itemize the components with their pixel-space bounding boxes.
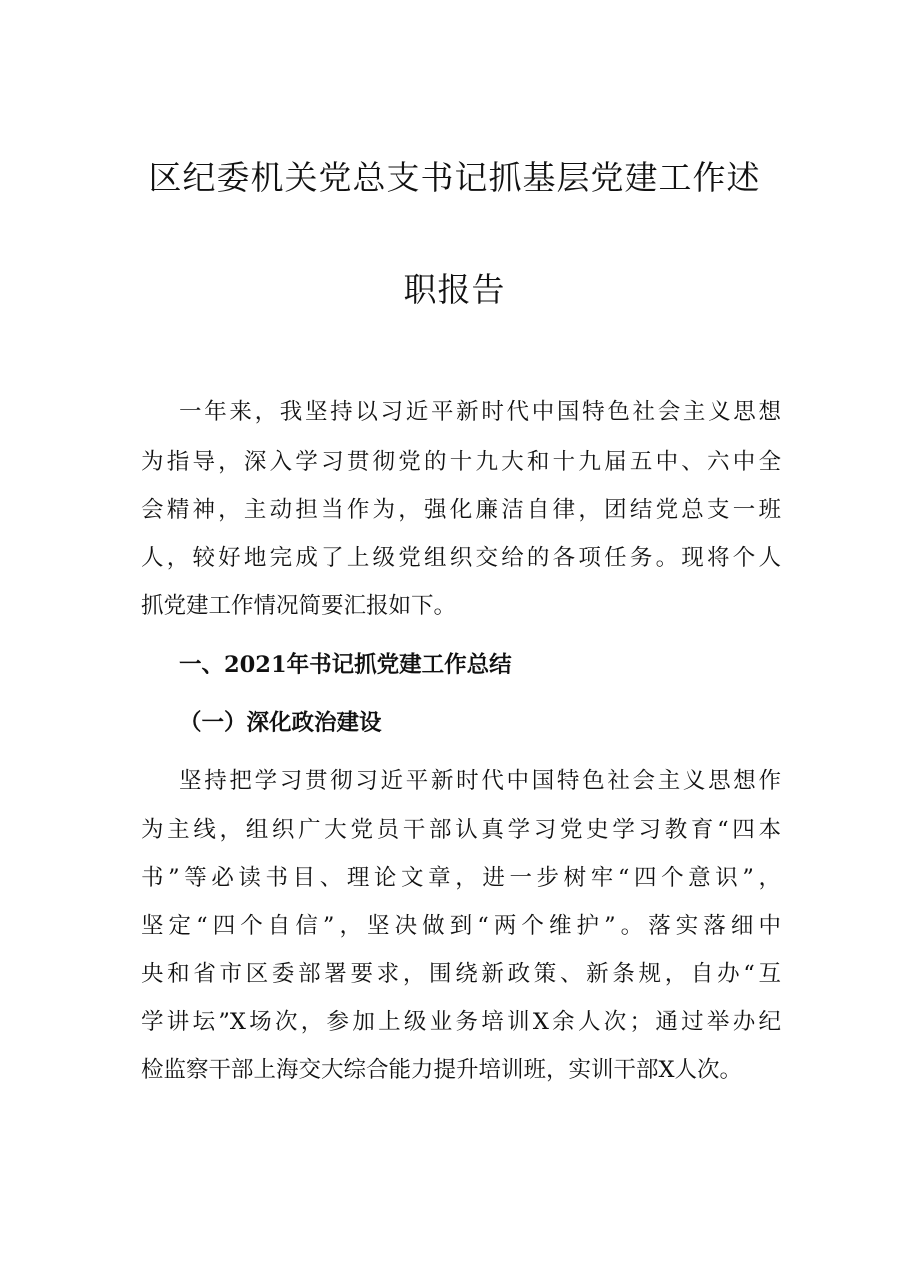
intro-paragraph-line-2: 为指导，深入学习贯彻党的十九大和十九届五中、六中全 (141, 449, 781, 475)
body-paragraph-line-4: 坚定“四个自信”，坚决做到“两个维护”。落实落细中 (141, 913, 781, 939)
body-paragraph-line-5: 央和省市区委部署要求，围绕新政策、新条规，自办“互 (141, 961, 781, 987)
intro-paragraph-line-5: 抓党建工作情况简要汇报如下。 (141, 593, 457, 619)
intro-paragraph-line-4: 人，较好地完成了上级党组织交给的各项任务。现将个人 (141, 545, 781, 571)
intro-paragraph-line-3: 会精神，主动担当作为，强化廉洁自律，团结党总支一班 (141, 497, 781, 523)
intro-paragraph-line-1: 一年来，我坚持以习近平新时代中国特色社会主义思想 (179, 399, 781, 425)
subsection-heading-1: （一）深化政治建设 (179, 710, 382, 736)
section-heading-1: 一、2021年书记抓党建工作总结 (179, 652, 512, 678)
document-title-line-1: 区纪委机关党总支书记抓基层党建工作述 (148, 158, 761, 197)
body-paragraph-line-3: 书”等必读书目、理论文章，进一步树牢“四个意识”， (141, 865, 781, 891)
document-title-line-2: 职报告 (403, 270, 506, 309)
body-paragraph-line-2: 为主线，组织广大党员干部认真学习党史学习教育“四本 (141, 817, 781, 843)
body-paragraph-line-6: 学讲坛”X场次，参加上级业务培训X余人次；通过举办纪 (141, 1009, 781, 1035)
body-paragraph-line-1: 坚持把学习贯彻习近平新时代中国特色社会主义思想作 (179, 768, 781, 794)
body-paragraph-line-7: 检监察干部上海交大综合能力提升培训班，实训干部X人次。 (141, 1057, 743, 1083)
